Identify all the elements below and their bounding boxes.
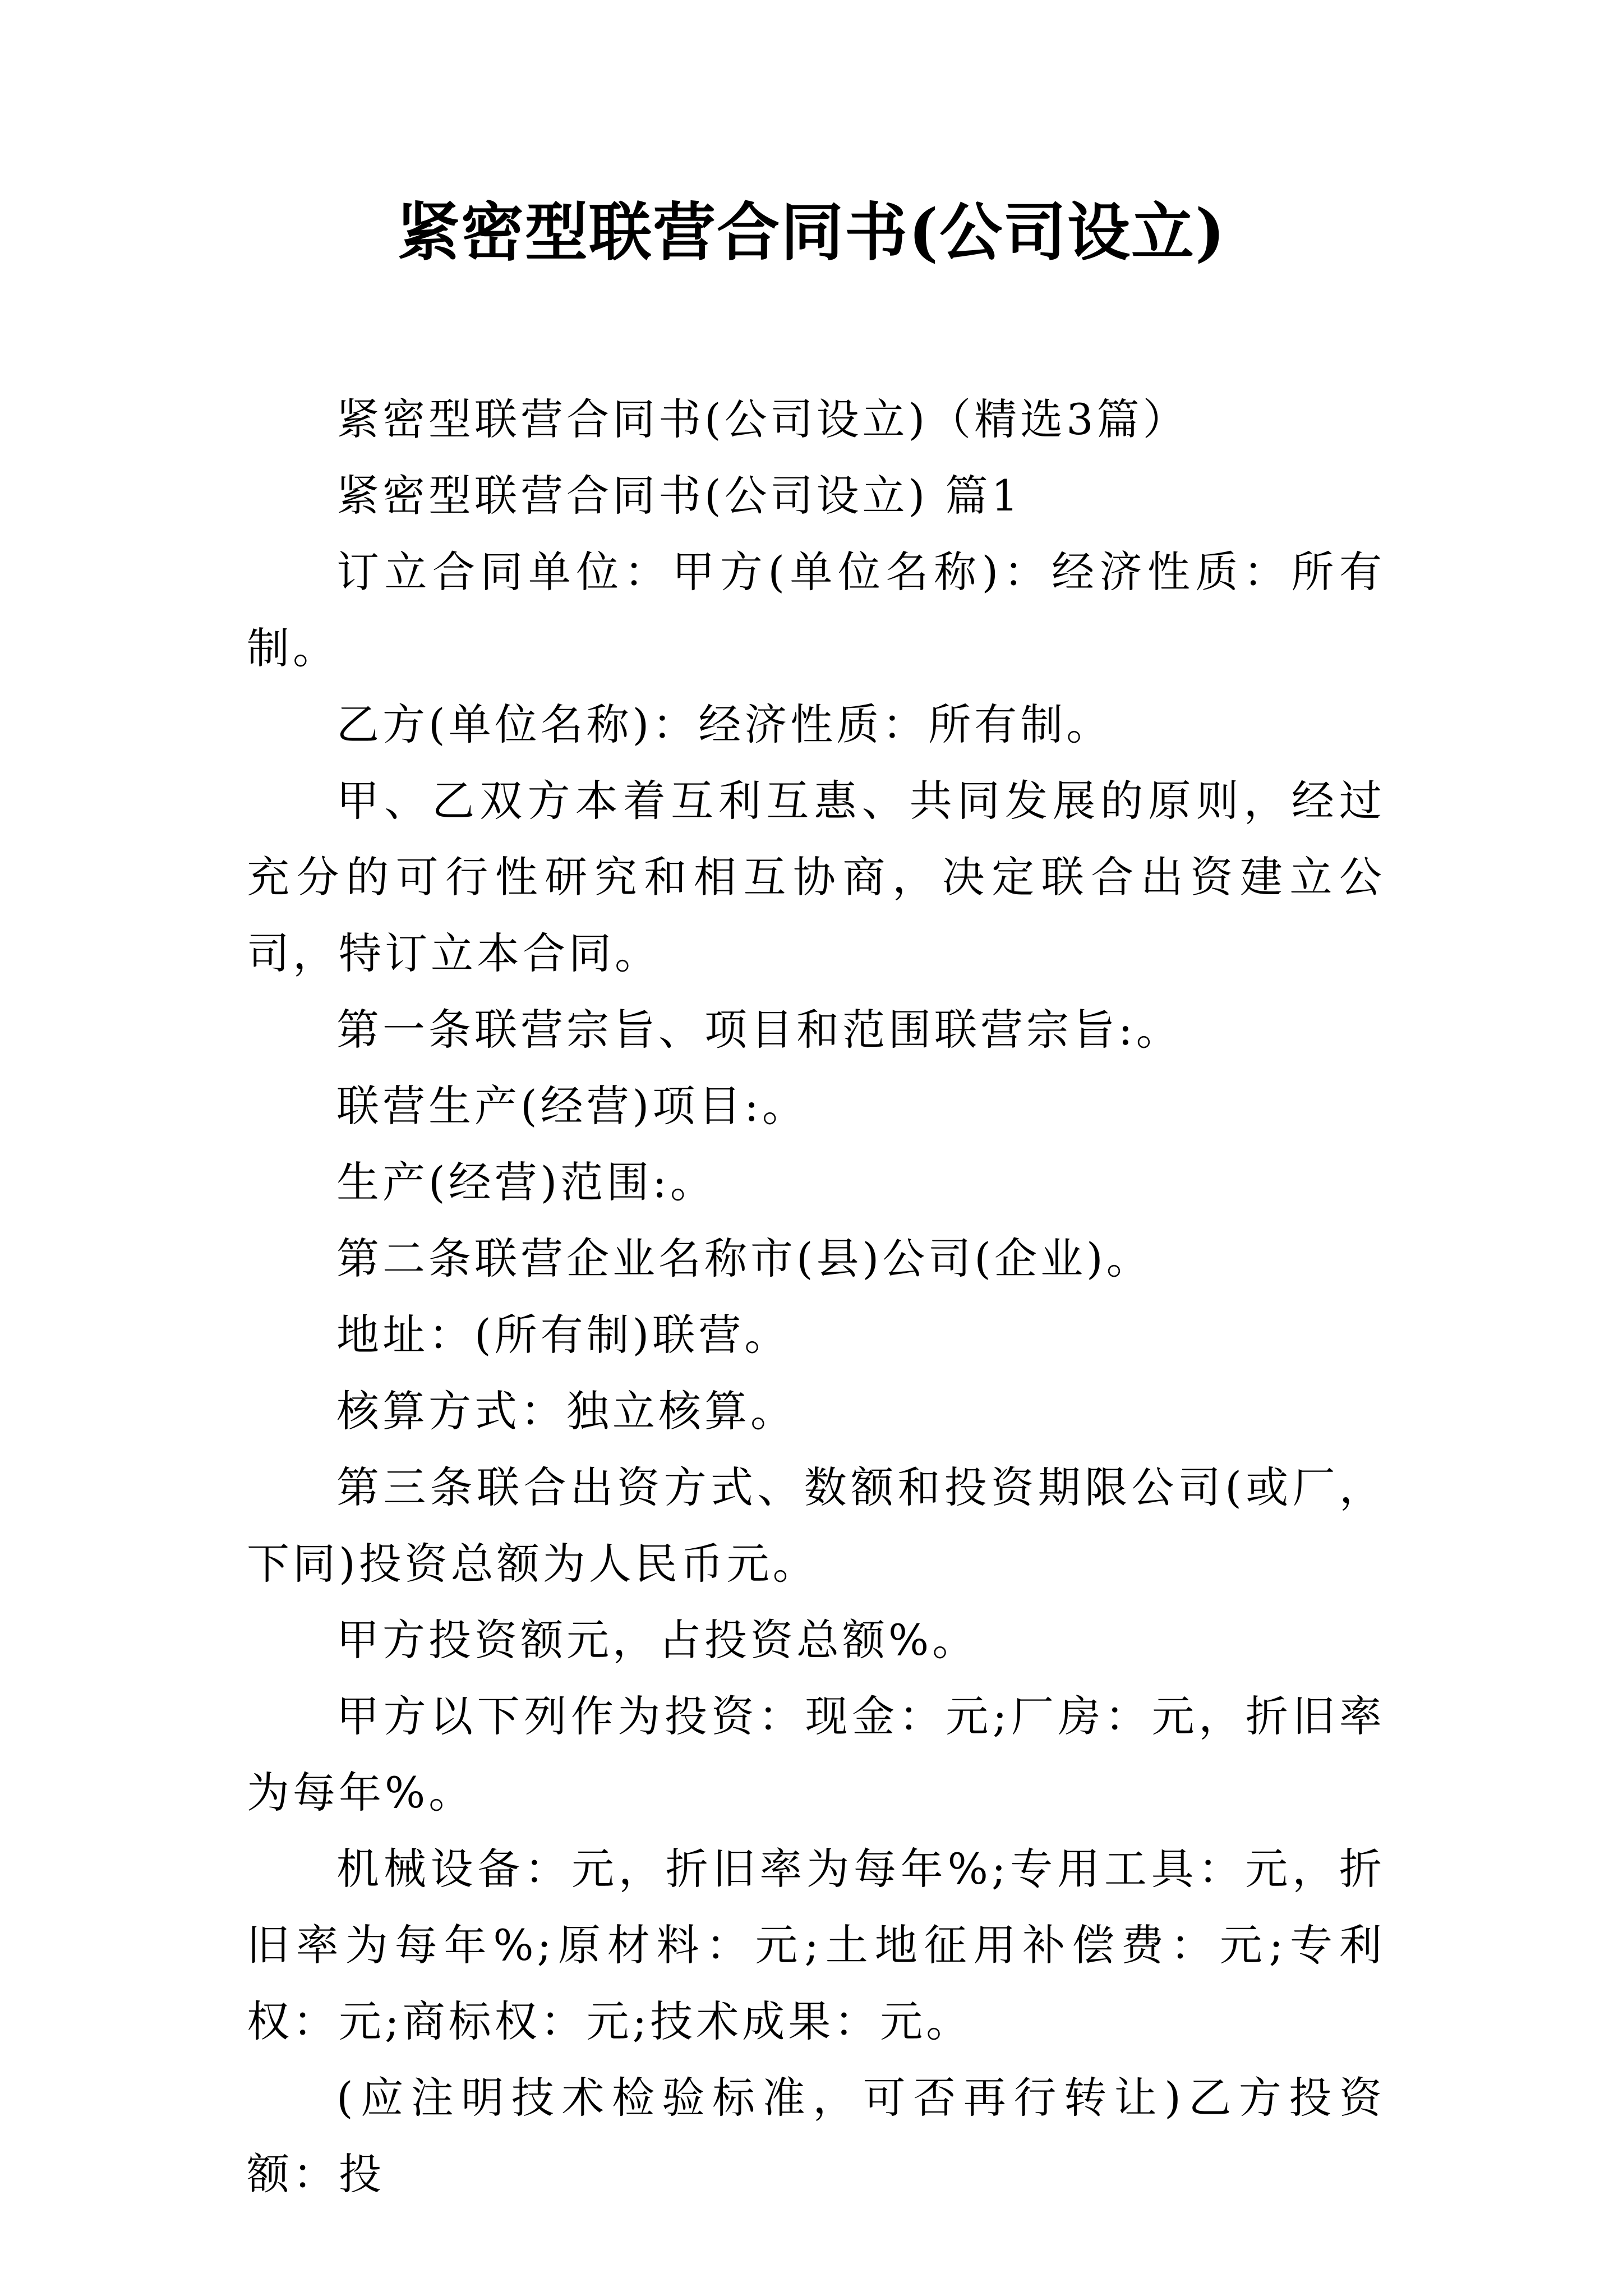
paragraph: 地址：(所有制)联营。 (336, 1310, 791, 1360)
paragraph: 乙方(单位名称)：经济性质：所有制。 (336, 700, 1113, 749)
paragraph-subtitle: 紧密型联营合同书(公司设立)（精选3篇） (336, 394, 1189, 444)
paragraph-section-heading: 紧密型联营合同书(公司设立) 篇1 (336, 471, 1022, 521)
paragraph: 核算方式：独立核算。 (336, 1386, 796, 1436)
paragraph: 联营生产(经营)项目:。 (336, 1081, 808, 1131)
paragraph: 甲、乙双方本着互利互惠、共同发展的原则，经过充分的可行性研究和相互协商，决定联合出资建立公司，特订立本合同。 (247, 776, 1385, 978)
paragraph: 第一条联营宗旨、项目和范围联营宗旨:。 (336, 1005, 1182, 1055)
document-title: 紧密型联营合同书(公司设立) (397, 196, 1226, 269)
paragraph: 生产(经营)范围:。 (336, 1157, 716, 1207)
paragraph: 订立合同单位：甲方(单位名称)：经济性质：所有制。 (247, 547, 1385, 673)
document-body (247, 381, 1385, 2212)
paragraph: 机械设备：元，折旧率为每年%;专用工具：元，折旧率为每年%;原材料：元;土地征用补偿费：元;专利权：元;商标权：元;技术成果：元。 (247, 1844, 1385, 2046)
paragraph: 甲方投资额元，占投资总额%。 (336, 1615, 979, 1665)
paragraph: 第三条联合出资方式、数额和投资期限公司(或厂，下同)投资总额为人民币元。 (247, 1462, 1385, 1589)
paragraph: 甲方以下列作为投资：现金：元;厂房：元，折旧率为每年%。 (247, 1691, 1385, 1818)
paragraph: 第二条联营企业名称市(县)公司(企业)。 (336, 1234, 1152, 1283)
paragraph: (应注明技术检验标准，可否再行转让)乙方投资额：投 (247, 2073, 1385, 2199)
